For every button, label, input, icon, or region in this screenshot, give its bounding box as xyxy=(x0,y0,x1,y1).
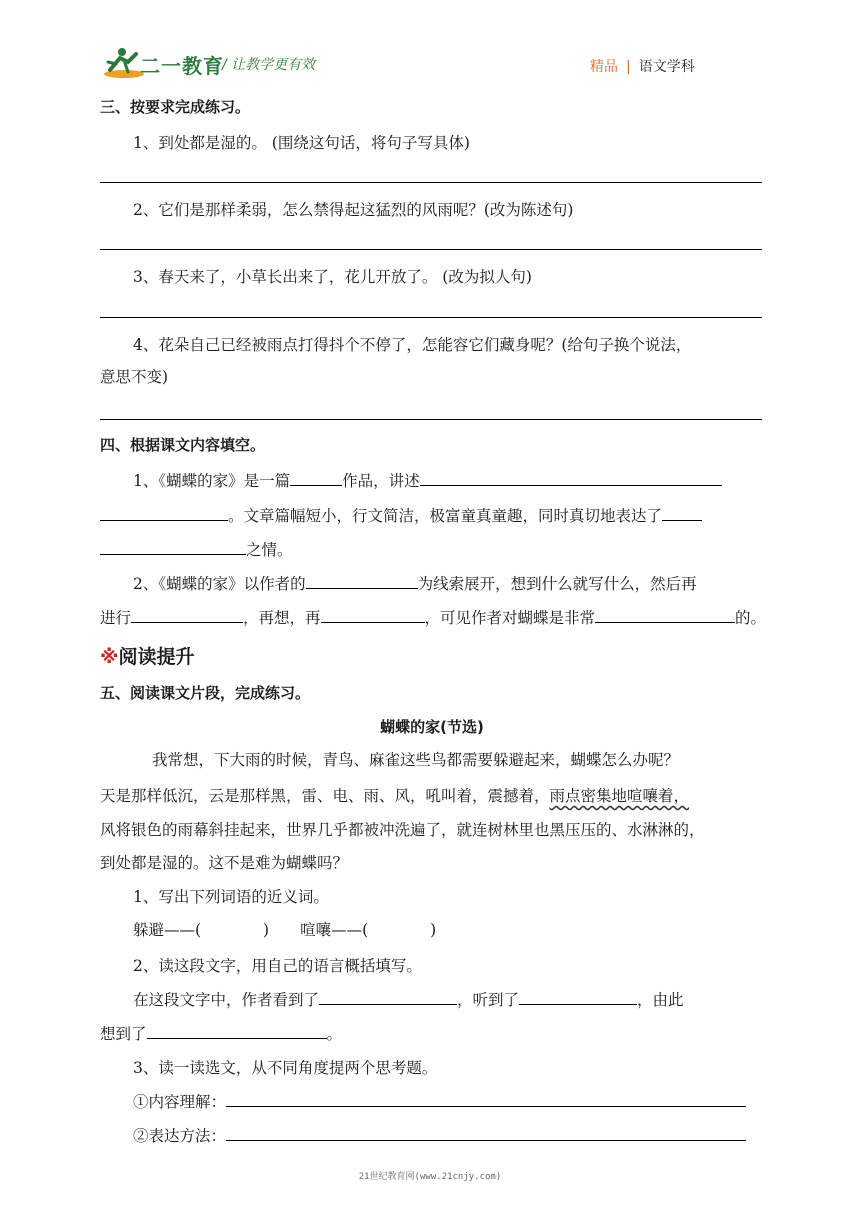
fill-blank[interactable] xyxy=(147,1024,327,1039)
fill-blank[interactable] xyxy=(131,608,243,623)
answer-line[interactable] xyxy=(100,181,762,183)
q3-label-b: ②表达方法： xyxy=(133,1127,227,1145)
fill-blank[interactable] xyxy=(226,1126,746,1141)
section3-q1: 1、到处都是湿的。 (围绕这句话，将句子写具体) xyxy=(133,134,470,152)
q2-fill-e: 。 xyxy=(326,1025,343,1043)
fill-blank[interactable] xyxy=(519,990,637,1005)
section5-q3-a xyxy=(133,1090,746,1112)
fill-blank[interactable] xyxy=(420,471,722,486)
slogan: / 让教学更有效 xyxy=(222,57,316,73)
fill-blank[interactable] xyxy=(100,506,228,521)
section3-heading: 三、按要求完成练习。 xyxy=(100,98,251,116)
q1-text-a: 1、《蝴蝶的家》是一篇 xyxy=(133,472,291,490)
section5-q2: 2、读这段文字，用自己的语言概括填写。 xyxy=(133,957,422,975)
q2-text-d: ，再想，再 xyxy=(243,609,321,627)
fill-blank[interactable] xyxy=(595,608,735,623)
logo-text: 二一教育 xyxy=(140,54,224,78)
q1-text-d: 之情。 xyxy=(246,541,293,559)
section5-q2-fill-line2 xyxy=(100,1022,342,1044)
section5-q3-b xyxy=(133,1124,746,1146)
fill-blank[interactable] xyxy=(226,1092,746,1107)
answer-line[interactable] xyxy=(100,248,762,250)
passage-line: 我常想，下大雨的时候，青鸟、麻雀这些鸟都需要躲避起来，蝴蝶怎么办呢？ xyxy=(152,751,680,769)
answer-line[interactable] xyxy=(100,316,762,318)
section4-q2 xyxy=(133,572,697,594)
page-footer: 21世纪教育网(www.21cnjy.com) xyxy=(358,1172,502,1182)
section5-heading: 五、阅读课文片段，完成练习。 xyxy=(100,684,311,702)
section4-q1 xyxy=(133,469,722,491)
fill-blank[interactable] xyxy=(100,540,246,555)
passage-line: 到处都是湿的。这不是难为蝴蝶吗？ xyxy=(100,854,349,872)
q2-text-c: 进行 xyxy=(100,609,132,627)
fill-blank[interactable] xyxy=(306,574,418,589)
fill-blank[interactable] xyxy=(321,608,425,623)
section3-q4-cont: 意思不变) xyxy=(100,368,169,386)
section4-heading: 四、根据课文内容填空。 xyxy=(100,436,266,454)
passage-title: 蝴蝶的家(节选) xyxy=(380,718,484,736)
section5-q2-fill xyxy=(133,988,684,1010)
q2-fill-c: ，由此 xyxy=(637,991,684,1009)
q2-text-e: ，可见作者对蝴蝶是非常 xyxy=(424,609,596,627)
passage-line: 风将银色的雨幕斜挂起来，世界几乎都被冲洗遍了，就连树林里也黑压压的、水淋淋的， xyxy=(100,821,705,839)
section4-q1-line3 xyxy=(100,538,293,560)
reading-title: 阅读提升 xyxy=(118,646,195,668)
passage-line2-a: 天是那样低沉，云是那样黑，雷、电、雨、风，吼叫着，震撼着， xyxy=(100,787,550,805)
q2-fill-a: 在这段文字中，作者看到了 xyxy=(133,991,320,1009)
q1-text-b: 作品，讲述 xyxy=(342,472,420,490)
fill-blank[interactable] xyxy=(290,471,342,486)
section3-q3: 3、春天来了，小草长出来了，花儿开放了。 (改为拟人句) xyxy=(133,268,532,286)
q1-text-c: 。文章篇幅短小，行文简洁，极富童真童趣，同时真切地表达了 xyxy=(228,507,663,525)
q2-text-b: 为线索展开，想到什么就写什么，然后再 xyxy=(417,575,697,593)
reference-mark-icon: ※ xyxy=(100,646,119,668)
brand-premium: 精品 xyxy=(590,59,618,75)
section3-q4: 4、花朵自己已经被雨点打得抖个不停了，怎能容它们藏身呢？(给句子换个说法， xyxy=(133,336,692,354)
synonym-blanks[interactable]: 躲避——( ) 喧嚷——( ) xyxy=(133,921,437,939)
fill-blank[interactable] xyxy=(319,990,457,1005)
page-header xyxy=(0,0,860,90)
q2-fill-b: ，听到了 xyxy=(457,991,520,1009)
answer-line[interactable] xyxy=(100,418,762,420)
section5-q3: 3、读一读选文，从不同角度提两个思考题。 xyxy=(133,1059,438,1077)
reading-heading xyxy=(100,642,195,669)
fill-blank[interactable] xyxy=(662,506,702,521)
brand-separator: | xyxy=(626,59,631,75)
q2-fill-d: 想到了 xyxy=(100,1025,147,1043)
q3-label-a: ①内容理解： xyxy=(133,1093,227,1111)
section4-q2-line2 xyxy=(100,606,766,628)
q2-text-f: 的。 xyxy=(735,609,767,627)
section5-q1: 1、写出下列词语的近义词。 xyxy=(133,888,329,906)
section4-q1-line2 xyxy=(100,504,702,526)
section3-q2: 2、它们是那样柔弱，怎么禁得起这猛烈的风雨呢？(改为陈述句) xyxy=(133,201,574,219)
passage-line xyxy=(100,784,689,806)
brand-subject: 语文学科 xyxy=(638,59,695,75)
q2-text-a: 2、《蝴蝶的家》以作者的 xyxy=(133,575,306,593)
wavy-underlined-phrase: 雨点密集地喧嚷着， xyxy=(549,787,690,805)
brand-label xyxy=(590,56,695,76)
